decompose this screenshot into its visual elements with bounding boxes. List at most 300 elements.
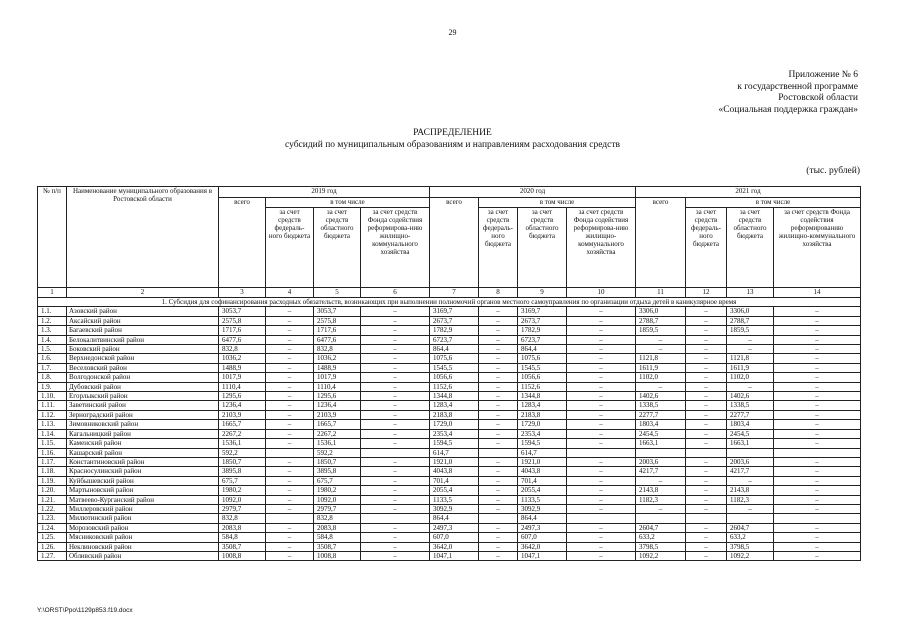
- fund-2021-cell: –: [774, 382, 861, 391]
- fund-2019-cell: –: [361, 420, 430, 429]
- total-2019-cell: 1536,1: [219, 439, 266, 448]
- title-sub: субсидий по муниципальным образованиям и направлениям расходования средств: [284, 139, 620, 150]
- regional-2021-cell: 1092,2: [727, 551, 774, 560]
- regional-2019-cell: 2103,9: [314, 410, 361, 419]
- regional-2019-cell: 1717,6: [314, 326, 361, 335]
- row-index-cell: 1.14.: [38, 429, 67, 438]
- regional-2021-cell: –: [727, 504, 774, 513]
- federal-2021-cell: –: [686, 504, 727, 513]
- federal-2019-cell: –: [266, 392, 314, 401]
- federal-2021-cell: –: [686, 382, 727, 391]
- federal-2021-cell: –: [686, 335, 727, 344]
- fund-2021-cell: –: [774, 326, 861, 335]
- total-2020-cell: 2353,4: [430, 429, 479, 438]
- regional-2020-cell: 6723,7: [518, 335, 567, 344]
- row-index-cell: 1.19.: [38, 476, 67, 485]
- total-2020-cell: 6723,7: [430, 335, 479, 344]
- table-row: [38, 373, 861, 382]
- municipality-name-cell: Заветинский район: [67, 401, 219, 410]
- total-2019-cell: 2979,7: [219, 504, 266, 513]
- row-index-cell: 1.16.: [38, 448, 67, 457]
- total-2019-cell: 1717,6: [219, 326, 266, 335]
- regional-2019-cell: 2083,8: [314, 523, 361, 532]
- federal-2021-cell: [686, 448, 727, 457]
- total-2021-cell: 1803,4: [636, 420, 686, 429]
- municipality-name-cell: Константиновский район: [67, 457, 219, 466]
- total-2020-cell: 3642,0: [430, 542, 479, 551]
- fund-2020-cell: –: [567, 495, 636, 504]
- fund-2019-cell: –: [361, 486, 430, 495]
- federal-2019-cell: –: [266, 373, 314, 382]
- federal-2019-cell: –: [266, 316, 314, 325]
- table-row: [38, 514, 861, 523]
- row-index-cell: 1.2.: [38, 316, 67, 325]
- fund-2021-cell: –: [774, 392, 861, 401]
- federal-2021-cell: –: [686, 373, 727, 382]
- fund-2021-cell: –: [774, 363, 861, 372]
- column-number: 7: [430, 288, 479, 298]
- regional-2021-cell: 1803,4: [727, 420, 774, 429]
- col-head-year: 2021 год: [636, 187, 861, 198]
- fund-2019-cell: –: [361, 551, 430, 560]
- fund-2019-cell: –: [361, 335, 430, 344]
- federal-2021-cell: –: [686, 467, 727, 476]
- row-index-cell: 1.1.: [38, 307, 67, 316]
- total-2019-cell: 3895,8: [219, 467, 266, 476]
- total-2019-cell: 6477,6: [219, 335, 266, 344]
- municipality-name-cell: Обливский район: [67, 551, 219, 560]
- federal-2021-cell: –: [686, 401, 727, 410]
- appendix-line: к государственной программе: [737, 81, 858, 92]
- regional-2020-cell: 2353,4: [518, 429, 567, 438]
- fund-2019-cell: –: [361, 467, 430, 476]
- total-2021-cell: 2788,7: [636, 316, 686, 325]
- total-2021-cell: 3306,0: [636, 307, 686, 316]
- fund-2020-cell: –: [567, 533, 636, 542]
- fund-2019-cell: –: [361, 363, 430, 372]
- regional-2020-cell: 4043,8: [518, 467, 567, 476]
- federal-2019-cell: –: [266, 354, 314, 363]
- row-index-cell: 1.4.: [38, 335, 67, 344]
- col-head-regional: за счет средств областного бюджета: [518, 208, 567, 288]
- federal-2020-cell: –: [479, 467, 518, 476]
- fund-2020-cell: –: [567, 401, 636, 410]
- regional-2019-cell: 1488,9: [314, 363, 361, 372]
- total-2021-cell: [636, 514, 686, 523]
- fund-2020-cell: –: [567, 382, 636, 391]
- regional-2019-cell: 3053,7: [314, 307, 361, 316]
- federal-2021-cell: –: [686, 345, 727, 354]
- federal-2021-cell: –: [686, 439, 727, 448]
- total-2019-cell: 592,2: [219, 448, 266, 457]
- municipality-name-cell: Верхнедонской район: [67, 354, 219, 363]
- row-index-cell: 1.8.: [38, 373, 67, 382]
- regional-2021-cell: 2003,6: [727, 457, 774, 466]
- total-2019-cell: 1092,0: [219, 495, 266, 504]
- regional-2020-cell: 2183,8: [518, 410, 567, 419]
- federal-2020-cell: –: [479, 457, 518, 466]
- total-2021-cell: 1102,0: [636, 373, 686, 382]
- federal-2019-cell: –: [266, 486, 314, 495]
- federal-2021-cell: –: [686, 420, 727, 429]
- fund-2019-cell: –: [361, 542, 430, 551]
- total-2021-cell: –: [636, 335, 686, 344]
- fund-2021-cell: –: [774, 495, 861, 504]
- fund-2020-cell: –: [567, 429, 636, 438]
- fund-2019-cell: –: [361, 439, 430, 448]
- total-2021-cell: 2604,7: [636, 523, 686, 532]
- table-row: [38, 307, 861, 316]
- federal-2019-cell: –: [266, 326, 314, 335]
- total-2020-cell: 1921,0: [430, 457, 479, 466]
- fund-2019-cell: –: [361, 504, 430, 513]
- col-head-fund: за счет средств Фонда содействия реформирова-нию жилищно-коммунального хозяйства: [567, 208, 636, 288]
- federal-2019-cell: –: [266, 457, 314, 466]
- total-2020-cell: 1047,1: [430, 551, 479, 560]
- federal-2021-cell: –: [686, 476, 727, 485]
- federal-2021-cell: –: [686, 523, 727, 532]
- regional-2021-cell: [727, 514, 774, 523]
- regional-2021-cell: 1102,0: [727, 373, 774, 382]
- regional-2021-cell: –: [727, 382, 774, 391]
- total-2021-cell: 1402,6: [636, 392, 686, 401]
- regional-2019-cell: 2575,8: [314, 316, 361, 325]
- federal-2019-cell: –: [266, 542, 314, 551]
- municipality-name-cell: Мартыновский район: [67, 486, 219, 495]
- regional-2019-cell: 1017,9: [314, 373, 361, 382]
- table-row: [38, 335, 861, 344]
- total-2020-cell: 3092,9: [430, 504, 479, 513]
- federal-2021-cell: –: [686, 457, 727, 466]
- regional-2019-cell: 1665,7: [314, 420, 361, 429]
- regional-2021-cell: [727, 448, 774, 457]
- regional-2019-cell: 592,2: [314, 448, 361, 457]
- fund-2019-cell: [361, 514, 430, 523]
- total-2020-cell: 2055,4: [430, 486, 479, 495]
- col-head-federal: за счет средств федераль-ного бюджета: [266, 208, 314, 288]
- total-2019-cell: 3053,7: [219, 307, 266, 316]
- table-row: [38, 429, 861, 438]
- total-2020-cell: 1594,5: [430, 439, 479, 448]
- regional-2019-cell: 832,8: [314, 345, 361, 354]
- fund-2021-cell: –: [774, 523, 861, 532]
- regional-2021-cell: 1182,3: [727, 495, 774, 504]
- total-2020-cell: 1056,6: [430, 373, 479, 382]
- total-2020-cell: 607,0: [430, 533, 479, 542]
- fund-2020-cell: –: [567, 345, 636, 354]
- federal-2021-cell: –: [686, 486, 727, 495]
- table-row: [38, 504, 861, 513]
- total-2019-cell: 584,8: [219, 533, 266, 542]
- fund-2020-cell: –: [567, 457, 636, 466]
- federal-2019-cell: –: [266, 382, 314, 391]
- total-2019-cell: 1980,2: [219, 486, 266, 495]
- total-2021-cell: 2143,8: [636, 486, 686, 495]
- fund-2021-cell: [774, 514, 861, 523]
- municipality-name-cell: Белокалитвинский район: [67, 335, 219, 344]
- total-2019-cell: 2103,9: [219, 410, 266, 419]
- regional-2021-cell: –: [727, 345, 774, 354]
- row-index-cell: 1.23.: [38, 514, 67, 523]
- municipality-name-cell: Морозовский район: [67, 523, 219, 532]
- fund-2021-cell: –: [774, 420, 861, 429]
- federal-2019-cell: –: [266, 533, 314, 542]
- federal-2021-cell: –: [686, 533, 727, 542]
- fund-2019-cell: –: [361, 429, 430, 438]
- row-index-cell: 1.11.: [38, 401, 67, 410]
- total-2020-cell: 1075,6: [430, 354, 479, 363]
- total-2019-cell: 1236,4: [219, 401, 266, 410]
- federal-2020-cell: –: [479, 392, 518, 401]
- fund-2021-cell: –: [774, 410, 861, 419]
- document-title: [0, 128, 905, 151]
- federal-2019-cell: –: [266, 410, 314, 419]
- fund-2019-cell: –: [361, 326, 430, 335]
- row-index-cell: 1.18.: [38, 467, 67, 476]
- fund-2021-cell: –: [774, 504, 861, 513]
- page-number: 29: [448, 28, 457, 37]
- row-index-cell: 1.21.: [38, 495, 67, 504]
- fund-2020-cell: –: [567, 523, 636, 532]
- table-row: [38, 316, 861, 325]
- regional-2019-cell: 584,8: [314, 533, 361, 542]
- regional-2021-cell: –: [727, 335, 774, 344]
- table-row: [38, 495, 861, 504]
- row-index-cell: 1.6.: [38, 354, 67, 363]
- col-head-regional: за счет средств областного бюджета: [727, 208, 774, 288]
- total-2021-cell: 3798,5: [636, 542, 686, 551]
- total-2020-cell: 1545,5: [430, 363, 479, 372]
- total-2019-cell: 675,7: [219, 476, 266, 485]
- municipality-name-cell: Неклиновский район: [67, 542, 219, 551]
- regional-2020-cell: 1056,6: [518, 373, 567, 382]
- regional-2020-cell: 607,0: [518, 533, 567, 542]
- federal-2020-cell: –: [479, 335, 518, 344]
- municipality-name-cell: Кашарский район: [67, 448, 219, 457]
- fund-2020-cell: –: [567, 316, 636, 325]
- fund-2019-cell: –: [361, 373, 430, 382]
- municipality-name-cell: Мясниковский район: [67, 533, 219, 542]
- municipality-name-cell: Красносулинский район: [67, 467, 219, 476]
- total-2021-cell: –: [636, 345, 686, 354]
- row-index-cell: 1.17.: [38, 457, 67, 466]
- col-head-incl: в том числе: [266, 198, 430, 208]
- fund-2020-cell: –: [567, 326, 636, 335]
- municipality-name-cell: Егорлыкский район: [67, 392, 219, 401]
- regional-2020-cell: 3642,0: [518, 542, 567, 551]
- fund-2021-cell: –: [774, 542, 861, 551]
- column-number: 10: [567, 288, 636, 298]
- column-number: 11: [636, 288, 686, 298]
- regional-2020-cell: 701,4: [518, 476, 567, 485]
- col-head-total: всего: [636, 198, 686, 288]
- total-2020-cell: 4043,8: [430, 467, 479, 476]
- table-row: [38, 486, 861, 495]
- fund-2020-cell: –: [567, 504, 636, 513]
- total-2020-cell: 864,4: [430, 514, 479, 523]
- fund-2021-cell: –: [774, 457, 861, 466]
- table-body: [38, 298, 861, 561]
- fund-2020-cell: –: [567, 392, 636, 401]
- total-2020-cell: 1344,8: [430, 392, 479, 401]
- total-2020-cell: 1729,0: [430, 420, 479, 429]
- row-index-cell: 1.26.: [38, 542, 67, 551]
- total-2019-cell: 1850,7: [219, 457, 266, 466]
- total-2021-cell: 1121,8: [636, 354, 686, 363]
- federal-2019-cell: –: [266, 401, 314, 410]
- federal-2021-cell: –: [686, 354, 727, 363]
- total-2020-cell: 864,4: [430, 345, 479, 354]
- regional-2020-cell: 2673,7: [518, 316, 567, 325]
- municipality-name-cell: Милютинский район: [67, 514, 219, 523]
- column-number: 12: [686, 288, 727, 298]
- regional-2021-cell: 3306,0: [727, 307, 774, 316]
- table-row: [38, 448, 861, 457]
- column-number: 6: [361, 288, 430, 298]
- fund-2021-cell: –: [774, 551, 861, 560]
- total-2019-cell: 1665,7: [219, 420, 266, 429]
- total-2019-cell: 1488,9: [219, 363, 266, 372]
- fund-2020-cell: –: [567, 551, 636, 560]
- municipality-name-cell: Аксайский район: [67, 316, 219, 325]
- fund-2021-cell: –: [774, 373, 861, 382]
- fund-2020-cell: –: [567, 467, 636, 476]
- federal-2020-cell: –: [479, 533, 518, 542]
- regional-2019-cell: 3508,7: [314, 542, 361, 551]
- fund-2019-cell: –: [361, 316, 430, 325]
- federal-2020-cell: [479, 514, 518, 523]
- federal-2021-cell: –: [686, 316, 727, 325]
- federal-2020-cell: –: [479, 316, 518, 325]
- fund-2020-cell: –: [567, 335, 636, 344]
- appendix-line: Ростовской области: [778, 93, 858, 103]
- federal-2020-cell: –: [479, 373, 518, 382]
- federal-2019-cell: –: [266, 420, 314, 429]
- table-row: [38, 345, 861, 354]
- total-2019-cell: 832,8: [219, 514, 266, 523]
- total-2019-cell: 2083,8: [219, 523, 266, 532]
- col-head-fund: за счет средств Фонда содействия реформированию жилищно-коммунального хозяйства: [774, 208, 861, 288]
- table-row: [38, 363, 861, 372]
- total-2021-cell: 1611,9: [636, 363, 686, 372]
- federal-2020-cell: –: [479, 307, 518, 316]
- column-number: 9: [518, 288, 567, 298]
- federal-2019-cell: –: [266, 307, 314, 316]
- regional-2021-cell: 1121,8: [727, 354, 774, 363]
- federal-2019-cell: –: [266, 476, 314, 485]
- fund-2019-cell: –: [361, 401, 430, 410]
- regional-2020-cell: 614,7: [518, 448, 567, 457]
- fund-2020-cell: –: [567, 486, 636, 495]
- fund-2019-cell: –: [361, 533, 430, 542]
- fund-2021-cell: –: [774, 307, 861, 316]
- total-2021-cell: –: [636, 382, 686, 391]
- total-2021-cell: –: [636, 476, 686, 485]
- regional-2020-cell: 864,4: [518, 514, 567, 523]
- fund-2021-cell: –: [774, 467, 861, 476]
- total-2020-cell: 2183,8: [430, 410, 479, 419]
- regional-2020-cell: 2497,3: [518, 523, 567, 532]
- regional-2020-cell: 1782,9: [518, 326, 567, 335]
- total-2021-cell: 1859,5: [636, 326, 686, 335]
- column-number: 5: [314, 288, 361, 298]
- municipality-name-cell: Каменский район: [67, 439, 219, 448]
- regional-2020-cell: 3169,7: [518, 307, 567, 316]
- federal-2020-cell: –: [479, 495, 518, 504]
- section-row: [38, 298, 861, 307]
- regional-2021-cell: 2788,7: [727, 316, 774, 325]
- federal-2019-cell: –: [266, 345, 314, 354]
- col-head-year: 2019 год: [219, 187, 430, 198]
- regional-2021-cell: 1611,9: [727, 363, 774, 372]
- regional-2021-cell: 1338,5: [727, 401, 774, 410]
- fund-2019-cell: –: [361, 354, 430, 363]
- regional-2020-cell: 1344,8: [518, 392, 567, 401]
- federal-2020-cell: –: [479, 486, 518, 495]
- fund-2021-cell: –: [774, 476, 861, 485]
- federal-2020-cell: –: [479, 523, 518, 532]
- fund-2020-cell: [567, 448, 636, 457]
- fund-2020-cell: –: [567, 307, 636, 316]
- regional-2021-cell: 1859,5: [727, 326, 774, 335]
- total-2021-cell: 1338,5: [636, 401, 686, 410]
- regional-2021-cell: 1402,6: [727, 392, 774, 401]
- row-index-cell: 1.15.: [38, 439, 67, 448]
- table-row: [38, 542, 861, 551]
- fund-2020-cell: [567, 514, 636, 523]
- federal-2020-cell: –: [479, 429, 518, 438]
- fund-2021-cell: –: [774, 401, 861, 410]
- federal-2021-cell: –: [686, 326, 727, 335]
- total-2020-cell: 1782,9: [430, 326, 479, 335]
- regional-2019-cell: 1036,2: [314, 354, 361, 363]
- federal-2021-cell: –: [686, 410, 727, 419]
- federal-2019-cell: –: [266, 429, 314, 438]
- table-row: [38, 467, 861, 476]
- fund-2021-cell: –: [774, 335, 861, 344]
- row-index-cell: 1.12.: [38, 410, 67, 419]
- title-main: РАСПРЕДЕЛЕНИЕ: [413, 128, 492, 138]
- total-2019-cell: 1008,8: [219, 551, 266, 560]
- row-index-cell: 1.27.: [38, 551, 67, 560]
- regional-2021-cell: 2277,7: [727, 410, 774, 419]
- appendix-line: «Социальная поддержка граждан»: [718, 104, 858, 115]
- municipality-name-cell: Зимовниковский район: [67, 420, 219, 429]
- column-number: 3: [219, 288, 266, 298]
- col-head-incl: в том числе: [686, 198, 861, 208]
- row-index-cell: 1.5.: [38, 345, 67, 354]
- regional-2020-cell: 1283,4: [518, 401, 567, 410]
- row-index-cell: 1.10.: [38, 392, 67, 401]
- federal-2021-cell: –: [686, 542, 727, 551]
- fund-2021-cell: –: [774, 316, 861, 325]
- municipality-name-cell: Миллеровский район: [67, 504, 219, 513]
- appendix-header: [618, 70, 858, 116]
- federal-2020-cell: –: [479, 354, 518, 363]
- total-2020-cell: 3169,7: [430, 307, 479, 316]
- total-2021-cell: 633,2: [636, 533, 686, 542]
- fund-2021-cell: –: [774, 354, 861, 363]
- total-2019-cell: 1110,4: [219, 382, 266, 391]
- federal-2019-cell: –: [266, 335, 314, 344]
- municipality-name-cell: Азовский район: [67, 307, 219, 316]
- file-path-footer: Y:\ORST\Ppo\1129p853.f19.docx: [37, 607, 133, 614]
- total-2019-cell: 1295,6: [219, 392, 266, 401]
- col-head-federal: за счет средств федераль-ного бюджета: [479, 208, 518, 288]
- regional-2019-cell: 1110,4: [314, 382, 361, 391]
- federal-2019-cell: –: [266, 551, 314, 560]
- row-index-cell: 1.24.: [38, 523, 67, 532]
